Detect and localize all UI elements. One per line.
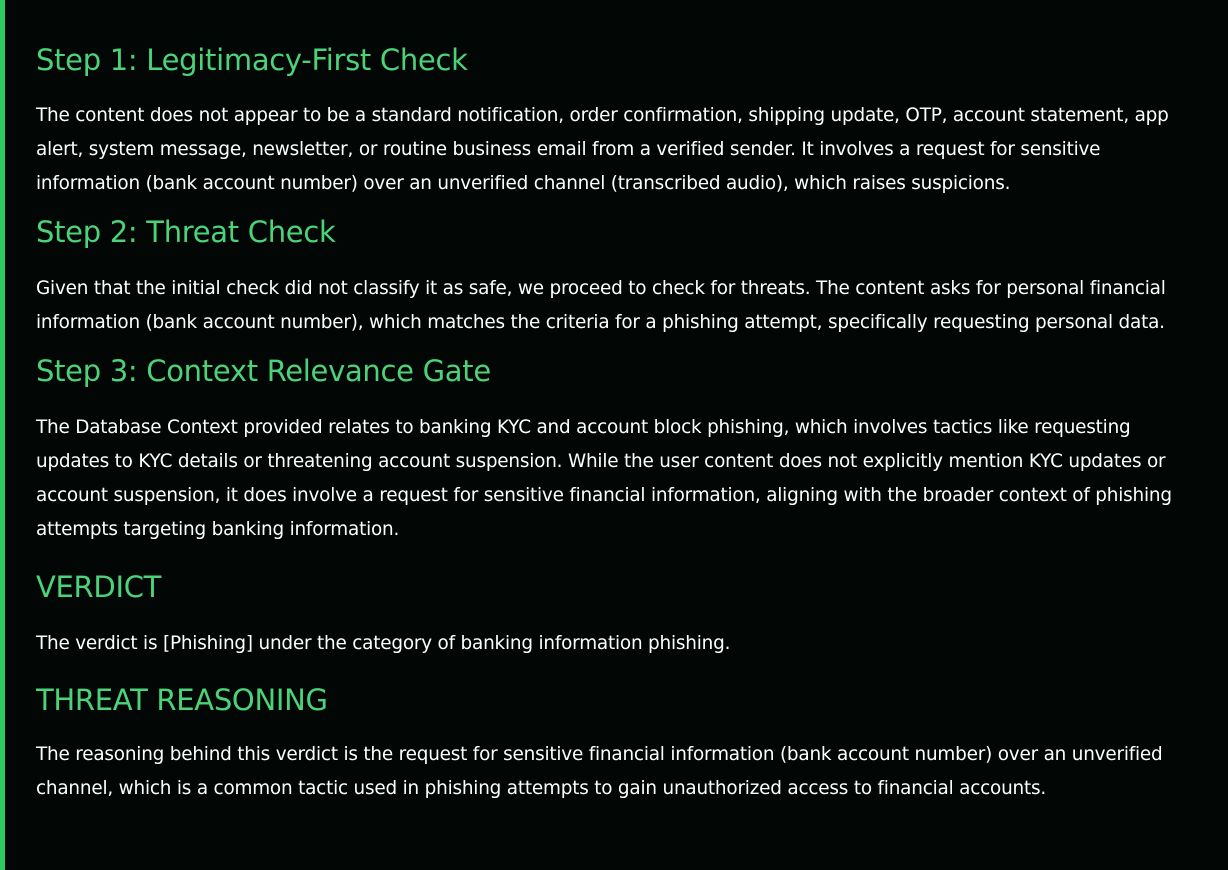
section-body-step-1: The content does not appear to be a standard notification, order confirmation, shipping update, OTP, account statement, app alert, system message, newsletter, or routine business email from a verified sender. It involves a request for sensitive information (bank account number) over an unverified channel (transcribed audio), which raises suspicions.: [36, 105, 1169, 194]
section-threat-check: [36, 210, 1206, 340]
section-threat-reasoning: [36, 678, 1206, 806]
section-body-step-2: Given that the initial check did not classify it as safe, we proceed to check for threats. The content asks for personal financial information (bank account number), which matches the criteria for a phishing attempt, specifically requesting personal data.: [36, 278, 1166, 333]
analysis-content: [36, 38, 1206, 806]
section-verdict: [36, 565, 1206, 661]
section-heading-verdict: VERDICT: [36, 570, 162, 604]
section-heading-threat-reasoning: THREAT REASONING: [36, 683, 328, 717]
section-context-relevance: [36, 349, 1206, 547]
section-heading-step-1: Step 1: Legitimacy-First Check: [36, 43, 468, 77]
section-body-threat-reasoning: The reasoning behind this verdict is the request for sensitive financial information (bank account number) over an unverified channel, which is a common tactic used in phishing attempts to gain unauthorized access to financial accounts.: [36, 744, 1163, 799]
section-heading-step-3: Step 3: Context Relevance Gate: [36, 354, 491, 388]
section-legitimacy-check: [36, 38, 1206, 201]
section-body-verdict: The verdict is [Phishing] under the category of banking information phishing.: [36, 633, 731, 654]
section-heading-step-2: Step 2: Threat Check: [36, 215, 336, 249]
section-body-step-3: The Database Context provided relates to banking KYC and account block phishing, which involves tactics like requesting updates to KYC details or threatening account suspension. While the user content does not explicitly mention KYC updates or account suspension, it does involve a request for sensitive financial information, aligning with the broader context of phishing attempts targeting banking information.: [36, 417, 1172, 540]
accent-bar: [0, 0, 5, 870]
